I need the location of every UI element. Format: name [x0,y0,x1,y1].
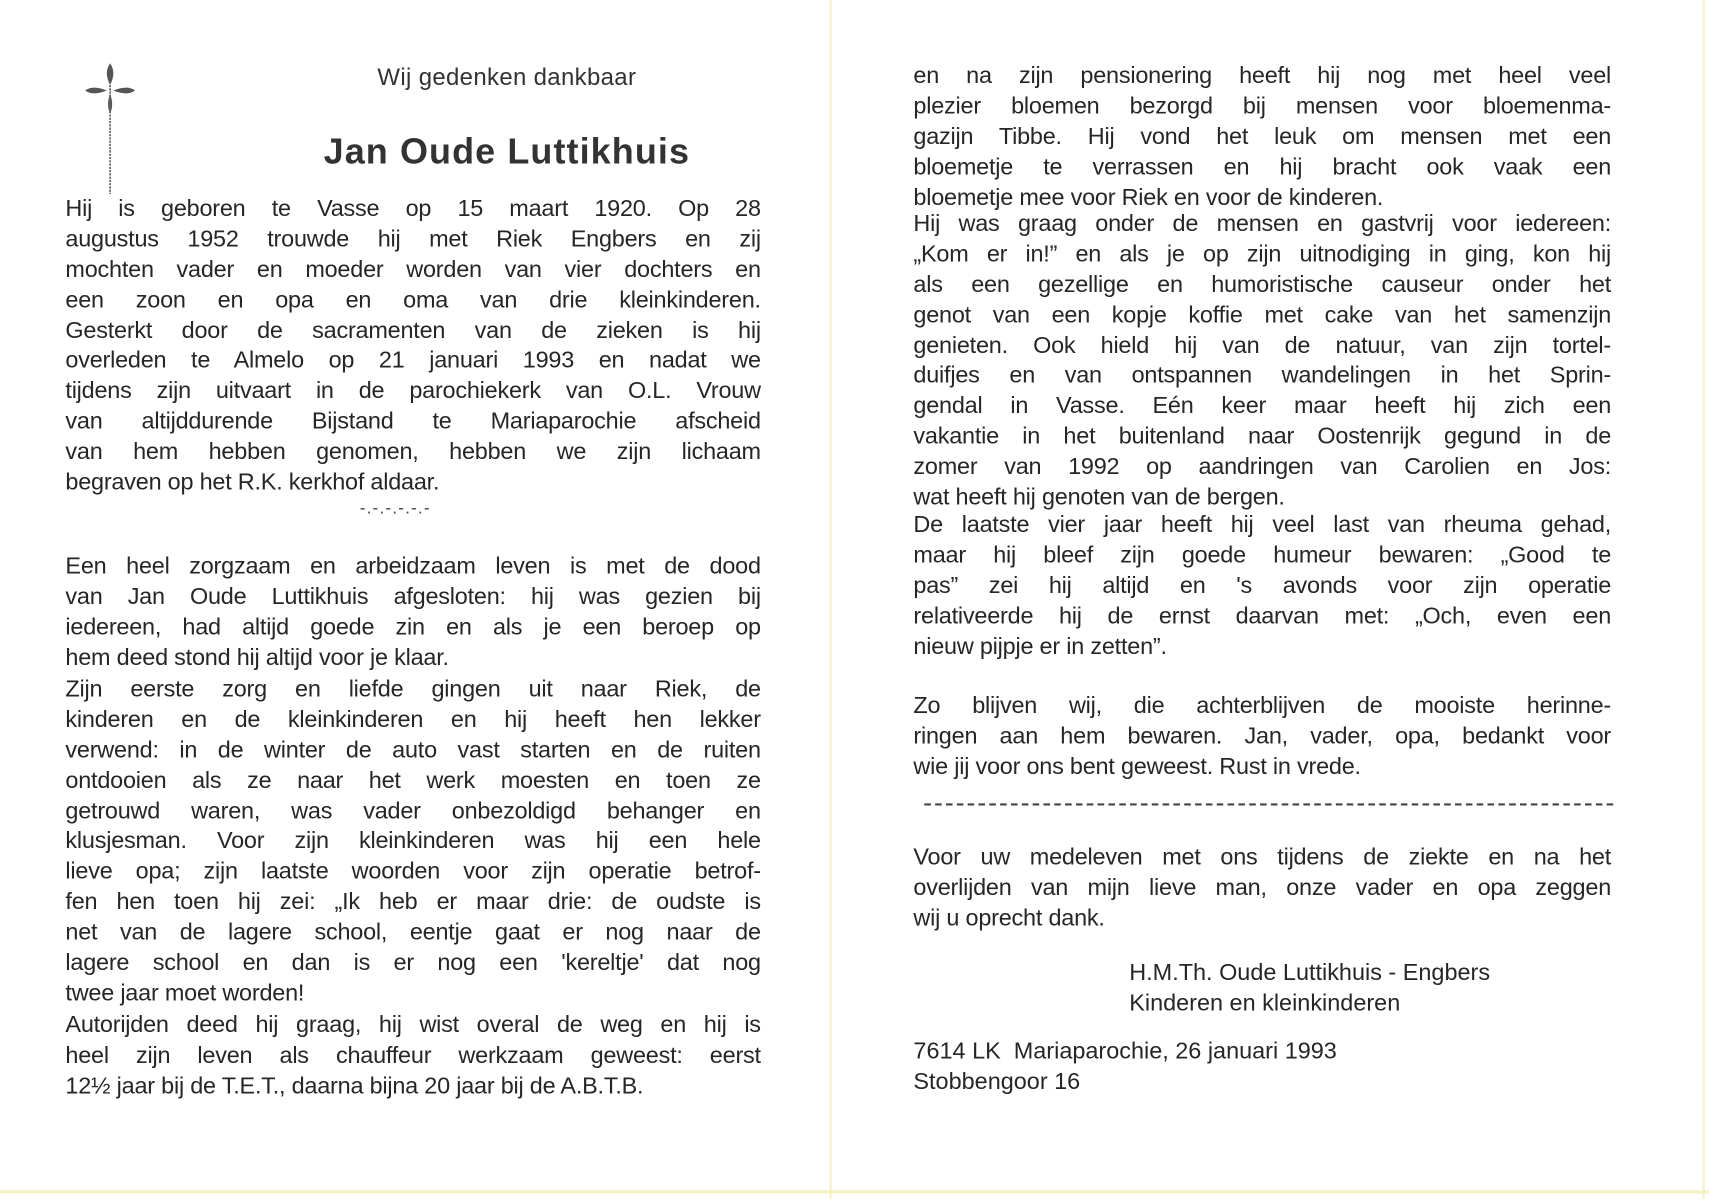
text-line: kinderen en de kleinkinderen en hij heeft hen lekker [65,706,761,733]
text-line: een zoon en opa en oma van drie kleinkinderen. [65,286,761,313]
text-line: tijdens zijn uitvaart in de parochiekerk van O.L. Vrouw [65,377,761,404]
text-line: augustus 1952 trouwde hij met Riek Engbers en zij [65,225,761,252]
thanks-paragraph [913,843,1611,934]
text-line: lieve opa; zijn laatste woorden voor zijn operatie betrof- [65,858,761,885]
text-line: klusjesman. Voor zijn kleinkinderen was hij een hele [65,827,761,854]
text-line: duifjes en van ontspannen wandelingen in het Sprin- [913,362,1612,389]
text-line: twee jaar moet worden! [65,979,305,1006]
text-line: fen hen toen hij zei: „Ik heb er maar drie: de oudste is [65,888,761,915]
text-line: lagere school en dan is er nog een 'kereltje' dat nog [65,949,761,976]
text-line: Gesterkt door de sacramenten van de zieken is hij [65,316,761,343]
text-line: ringen aan hem bewaren. Jan, vader, opa, bedankt voor [913,722,1612,749]
deceased-name: Jan Oude Luttikhuis [323,130,691,172]
text-line: mochten vader en moeder worden van vier dochters en [65,255,761,283]
signature-family: Kinderen en kleinkinderen [1129,989,1401,1016]
left-paragraph [65,675,760,1009]
text-line: pas” zei hij altijd en 's avonds voor zijn operatie [913,572,1612,599]
text-line: als een gezellige en humoristische causeur onder het [913,271,1612,298]
text-line: net van de lagere school, eentje gaat er nog naar de [65,919,761,946]
right-paragraph [913,209,1611,513]
text-line: „Kom er in!” en als je op zijn uitnodiging in ging, kon hij [913,240,1612,267]
text-line: hem deed stond hij altijd voor je klaar. [65,643,449,670]
divider-line [924,803,1613,805]
left-paragraph [65,552,760,674]
scan-edge [0,1190,1709,1193]
address-street: Stobbengoor 16 [913,1068,1081,1095]
separator: -.-.-.-.-.- [359,499,431,518]
text-line: van altijddurende Bijstand te Mariaparochie afscheid [65,407,761,435]
text-line: genieten. Ook hield hij van de natuur, van zijn tortel- [913,331,1612,359]
text-line: Autorijden deed hij graag, hij wist overal de weg en hij is [65,1011,761,1038]
right-paragraph [913,510,1611,662]
text-line: genot van een kopje koffie met cake van het samenzijn [913,301,1612,328]
text-line: Voor uw medeleven met ons tijdens de ziekte en na het [913,843,1612,870]
text-line: wij u oprecht dank. [913,904,1105,931]
text-line: getrouwd waren, was vader onbezoldigd behanger en [65,797,761,824]
address-place-date: 7614 LK Mariaparochie, 26 januari 1993 [913,1037,1337,1064]
left-paragraph [65,194,760,498]
text-line: ontdooien als ze naar het werk moesten en toen ze [65,767,761,794]
text-line: bloemetje te verrassen en hij bracht ook vaak een [913,153,1612,180]
text-line: gendal in Vasse. Eén keer maar heeft hij zich een [913,392,1612,419]
text-line: De laatste vier jaar heeft hij veel last van rheuma gehad, [913,511,1612,538]
subtitle: Wij gedenken dankbaar [377,63,637,91]
text-line: Hij was graag onder de mensen en gastvrij voor iedereen: [913,210,1612,237]
text-line: begraven op het R.K. kerkhof aldaar. [65,468,440,495]
text-line: Zo blijven wij, die achterblijven de mooiste herinne- [913,692,1612,719]
text-line: heel zijn leven als chauffeur werkzaam geweest: eerst [65,1041,761,1069]
text-line: 12½ jaar bij de T.E.T., daarna bijna 20 jaar bij de A.B.T.B. [65,1072,644,1099]
text-line: maar hij bleef zijn goede humeur bewaren: „Good te [913,541,1612,568]
signature [1129,957,1490,1018]
cross-icon [83,61,138,196]
text-line: van Jan Oude Luttikhuis afgesloten: hij was gezien bij [65,583,761,610]
text-line: wat heeft hij genoten van de bergen. [913,483,1285,511]
text-line: nieuw pijpje er in zetten”. [913,632,1167,659]
text-line: gazijn Tibbe. Hij vond het leuk om mensen met een [913,122,1612,150]
text-line: Hij is geboren te Vasse op 15 maart 1920. Op 28 [65,195,761,222]
text-line: en na zijn pensionering heeft hij nog met heel veel [913,62,1612,89]
text-line: wie jij voor ons bent geweest. Rust in vrede. [913,752,1361,780]
closing-paragraph [913,691,1611,782]
text-line: zomer van 1992 op aandringen van Carolien en Jos: [913,453,1612,480]
signature-name: H.M.Th. Oude Luttikhuis - Engbers [1129,959,1491,986]
text-line: verwend: in de winter de auto vast starten en de ruiten [65,736,761,763]
text-line: bloemetje mee voor Riek en voor de kinderen. [913,183,1384,210]
address [913,1036,1336,1097]
text-line: Een heel zorgzaam en arbeidzaam leven is met de dood [65,552,761,579]
text-line: plezier bloemen bezorgd bij mensen voor bloemenma- [913,92,1612,119]
text-line: vakantie in het buitenland naar Oostenrijk gegund in de [913,423,1612,450]
right-paragraph [913,61,1611,213]
text-line: van hem hebben genomen, hebben we zijn lichaam [65,438,761,465]
page-fold [829,0,831,1199]
page-edge [1703,0,1705,1199]
left-paragraph [65,1010,760,1101]
text-line: Zijn eerste zorg en liefde gingen uit naar Riek, de [65,675,761,702]
text-line: overlijden van mijn lieve man, onze vader en opa zeggen [913,874,1612,901]
text-line: overleden te Almelo op 21 januari 1993 en nadat we [65,347,761,374]
text-line: iedereen, had altijd goede zin en als je een beroep op [65,613,761,640]
text-line: relativeerde hij de ernst daarvan met: „Och, even een [913,602,1612,629]
